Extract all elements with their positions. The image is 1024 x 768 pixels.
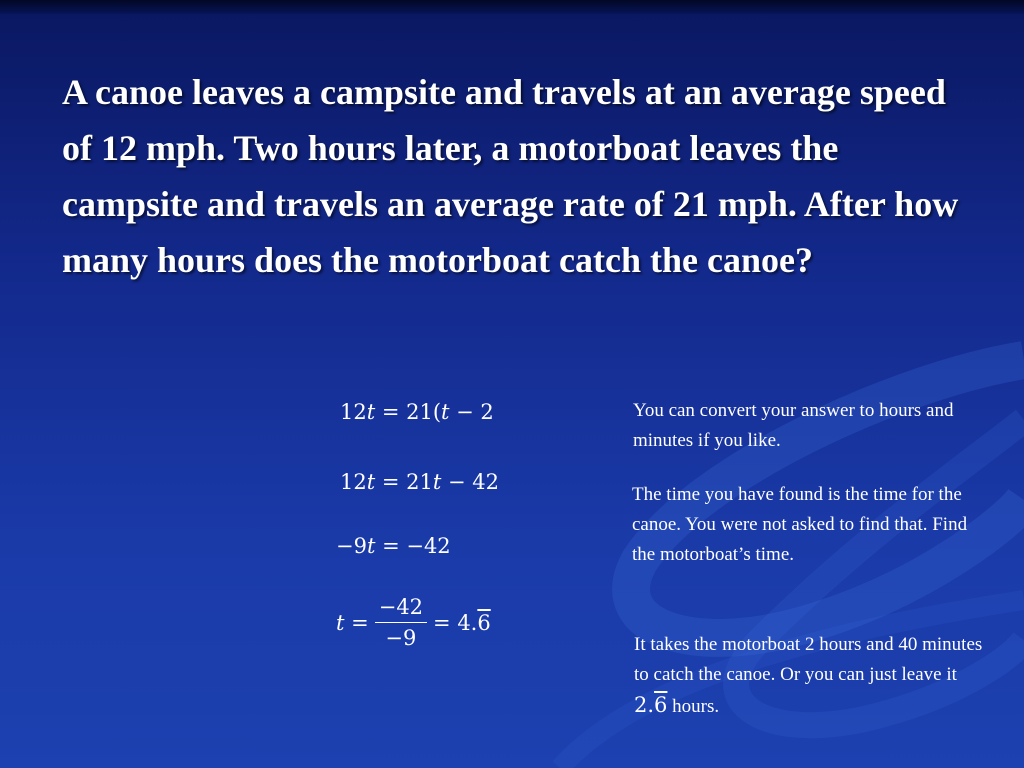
note-answer <box>634 630 994 722</box>
fraction <box>375 594 427 651</box>
note-answer-suffix: hours. <box>667 696 720 717</box>
equation-step-4-rhs: = 4. <box>433 610 478 635</box>
repeating-digit: 6 <box>477 610 491 635</box>
fraction-denominator: −9 <box>385 626 417 650</box>
problem-statement: A canoe leaves a campsite and travels at an average speed of 12 mph. Two hours later, a motorboat leaves the campsite and travels an average rate of 21 mph. After how many hours does the motorboat catch the canoe? <box>62 72 959 280</box>
note-answer-repeating-digit: 6 <box>654 693 668 717</box>
note-canoe-time: The time you have found is the time for the canoe. You were not asked to find that. Find the motorboat’s time. <box>632 484 968 565</box>
equation-step-4 <box>336 594 491 651</box>
equation-step-1: 12𝑡 = 21(𝑡 − 2 <box>340 400 494 424</box>
equation-step-4-lhs: 𝑡 = <box>336 610 369 635</box>
note-answer-text: It takes the motorboat 2 hours and 40 minutes to catch the canoe. Or you can just leave it <box>634 634 983 685</box>
top-dark-band <box>0 0 1024 14</box>
note-answer-math: 2. <box>634 693 655 717</box>
note-convert-hint: You can convert your answer to hours and minutes if you like. <box>633 400 954 451</box>
fraction-numerator: −42 <box>375 594 427 623</box>
equation-step-3: −9𝑡 = −42 <box>336 534 451 558</box>
equation-step-2: 12𝑡 = 21𝑡 − 42 <box>340 470 499 494</box>
